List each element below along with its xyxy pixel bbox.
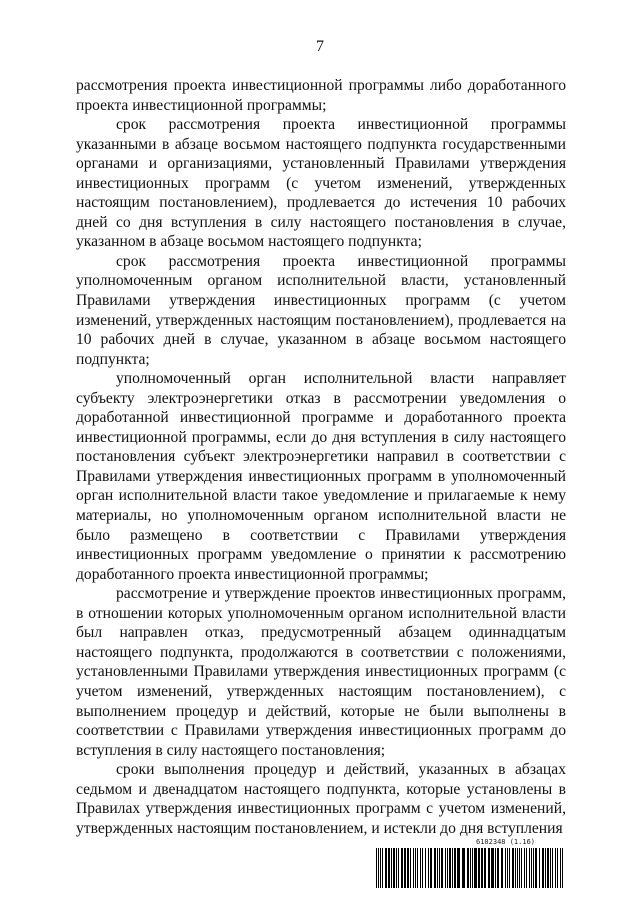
document-barcode — [376, 838, 566, 888]
page-number: 7 — [316, 38, 324, 55]
document-body — [76, 76, 566, 838]
paragraph-3: срок рассмотрения проекта инвестиционной программы уполномоченным органом исполнительной власти, установленный Правилами утверждения инвестиционных программ (с учетом изменений, утвержденных настоящим постановлением), продлевается на 10 рабочих дней в случае, указанном в абзаце восьмом настоящего подпункта; — [76, 252, 566, 368]
paragraph-6: сроки выполнения процедур и действий, указанных в абзацах седьмом и двенадцатом настоящего подпункта, которые установлены в Правилах утверждения инвестиционных программ с учетом изменений, утвержденных настоящим постановлением, и истекли до дня вступления — [76, 761, 566, 837]
paragraph-2: срок рассмотрения проекта инвестиционной программы указанными в абзаце восьмом настоящего подпункта государственными органами и организациями, установленный Правилами утверждения инвестиционных программ (с учетом изменений, утвержденных настоящим постановлением), продлевается до истечения 10 рабочих дней со дня вступления в силу настоящего постановления в случае, указанном в абзаце восьмом настоящего подпункта; — [76, 116, 566, 251]
paragraph-5: рассмотрение и утверждение проектов инвестиционных программ, в отношении которых уполномоченным органом исполнительной власти был направлен отказ, предусмотренный абзацем одиннадцатым настоящего подпункта, продолжаются в соответствии с положениями, установленными Правилами утверждения инвестиционных программ (с учетом изменений, утвержденных настоящим постановлением), с выполнением процедур и действий, которые не были выполнены в соответствии с Правилами утверждения инвестиционных программ до вступления в силу настоящего постановления; — [76, 585, 566, 759]
barcode-icon — [376, 848, 566, 888]
paragraph-4: уполномоченный орган исполнительной власти направляет субъекту электроэнергетики отказ в рассмотрении уведомления о доработанной инвестиционной программе и доработанного проекта инвестиционной программы, если до дня вступления в силу настоящего постановления субъект электроэнергетики направил в соответствии с Правилами утверждения инвестиционных программ в уполномоченный орган исполнительной власти такое уведомление и прилагаемые к нему материалы, но уполномоченным органом исполнительной власти не было размещено в соответствии с Правилами утверждения инвестиционных программ уведомление о принятии к рассмотрению доработанного проекта инвестиционной программы; — [76, 370, 566, 583]
paragraph-1: рассмотрения проекта инвестиционной программы либо доработанного проекта инвестиционной программы; — [76, 77, 566, 114]
barcode-code-label: 6102348 (1.16) — [476, 838, 536, 846]
